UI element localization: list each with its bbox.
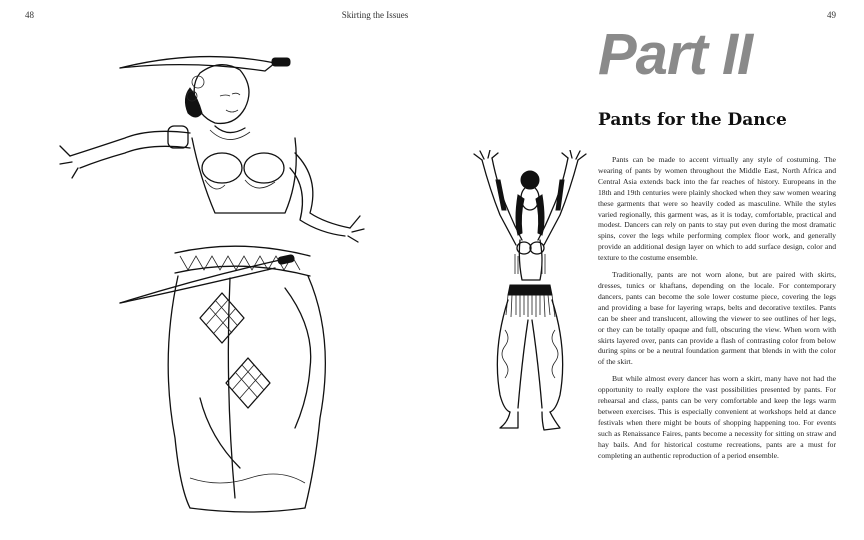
- sword-dancer-drawing: [50, 38, 380, 518]
- body-text: [598, 155, 836, 467]
- paragraph: Traditionally, pants are not worn alone, but are paired with skirts, dresses, tunics or khaftans, depending on the locale. For contemporary dancers, pants can become the sole lower costume piece, covering the legs and providing a base for layering wraps, belts and decorative textiles. Pants can be sheer and translucent, allowing the viewer to see outlines of her legs, or they can be totally opaque and full, obscuring the view. When worn with skirts layered over, pants can provide a flash of contrasting color from below during spins or be a neutral foundation garment that blends in with the color of the skirt.: [598, 270, 836, 367]
- harem-pants-dancer-illustration: [470, 150, 590, 435]
- right-page-number: 49: [827, 10, 836, 20]
- part-heading: Part II: [598, 22, 753, 87]
- running-title: Skirting the Issues: [341, 10, 409, 20]
- paragraph: Pants can be made to accent virtually any style of costuming. The wearing of pants by women throughout the Middle East, North Africa and Central Asia extends back into the far reaches of history. Europeans in the 18th and 19th centuries were plainly shocked when they saw women wearing these garments that were so heavily coded as masculine. While the styles varied regionally, this garment was, as it is today, comfortable, practical and modest. Dancers can rely on pants to stay put even during the most dramatic spins, cover the legs while performing complex floor work, and generally provide an additional design layer on which to add surface design, color and texture to the costume ensemble.: [598, 155, 836, 263]
- section-heading: Pants for the Dance: [598, 110, 787, 130]
- sword-dancer-illustration: [50, 38, 380, 518]
- harem-pants-dancer-drawing: [470, 150, 590, 435]
- paragraph: But while almost every dancer has worn a skirt, many have not had the opportunity to really explore the vast possibilities presented by pants. For rehearsal and class, pants can be very comfortable and keep the legs warm between exercises. This is especially convenient at workshops held at dance festivals when there might be bouts of shopping happening too. For events such as Renaissance Faires, pants become a necessity for sitting on straw and hay bails. And for historical costume recreations, pants are a must for completing an authentic reproduction of a period ensemble.: [598, 374, 836, 460]
- left-page-number: 48: [25, 10, 34, 20]
